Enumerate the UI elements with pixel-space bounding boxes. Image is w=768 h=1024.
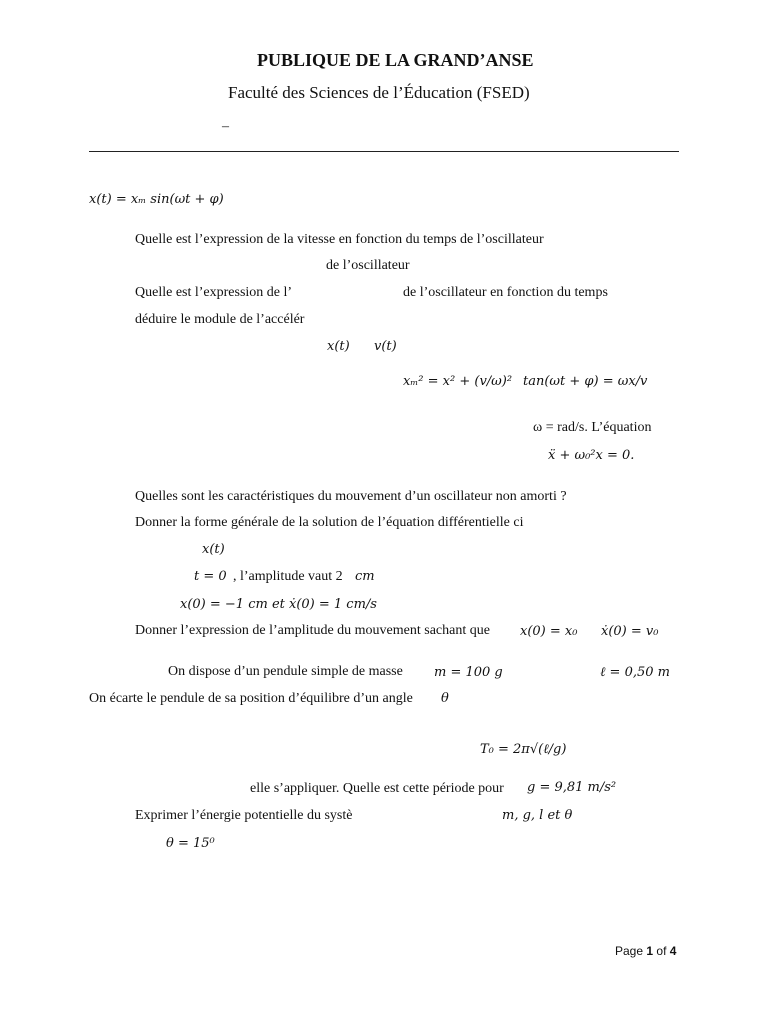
amplitude-unit: cm	[355, 569, 375, 584]
amplitude-text: , l’amplitude vaut 2	[233, 569, 343, 584]
condition-x0: x(0) = x₀	[520, 624, 578, 639]
question-acceleration-part1: Quelle est l’expression de l’	[135, 285, 293, 300]
page-indicator	[615, 945, 676, 957]
symbol-vt: v(t)	[374, 339, 397, 354]
question-amplitude: Donner l’expression de l’amplitude du mouvement sachant que	[135, 623, 490, 638]
time-zero: t = 0	[194, 569, 227, 584]
pendulum-mass: m = 100 g	[434, 665, 503, 680]
energy-variables: m, g, l et θ	[502, 808, 573, 823]
question-energy: Exprimer l’énergie potentielle du systè	[135, 808, 353, 823]
question-acceleration-part3: déduire le module de l’accélér	[135, 312, 305, 327]
page-number: 1	[646, 944, 654, 958]
question-velocity: Quelle est l’expression de la vitesse en fonction du temps de l’oscillateur	[135, 232, 544, 247]
header-dash: –	[222, 119, 229, 134]
condition-v0: ẋ(0) = v₀	[601, 624, 659, 639]
equation-tangent: tan(ωt + φ) = ωx/v	[523, 374, 648, 389]
of-word: of	[656, 944, 667, 958]
symbol-theta: θ	[441, 691, 449, 706]
page-word: Page	[615, 944, 644, 958]
document-title: PUBLIQUE DE LA GRAND’ANSE	[257, 50, 534, 70]
gravity-value: g = 9,81 m/s²	[527, 780, 617, 795]
header-divider	[89, 151, 679, 152]
equation-differential: ẍ + ω₀²x = 0.	[548, 448, 635, 463]
symbol-xt-2: x(t)	[202, 542, 225, 557]
equation-amplitude: xₘ² = x² + (v/ω)²	[403, 374, 513, 389]
pendulum-statement: On dispose d’un pendule simple de masse	[168, 664, 403, 679]
initial-conditions: x(0) = −1 cm et ẋ(0) = 1 cm/s	[180, 597, 377, 612]
equation-period: T₀ = 2π√(ℓ/g)	[480, 742, 567, 757]
question-general-solution: Donner la forme générale de la solution de l’équation différentielle ci	[135, 515, 524, 530]
faculty-subtitle: Faculté des Sciences de l’Éducation (FSED)	[228, 83, 530, 102]
question-velocity-continued: de l’oscillateur	[326, 258, 410, 273]
equation-position: x(t) = xₘ sin(ωt + φ)	[89, 192, 224, 207]
angle-value: θ = 15⁰	[166, 836, 215, 851]
question-period: elle s’appliquer. Quelle est cette période pour	[250, 781, 504, 796]
symbol-xt: x(t)	[327, 339, 350, 354]
page-total: 4	[669, 944, 677, 958]
pendulum-displacement: On écarte le pendule de sa position d’équilibre d’un angle	[89, 691, 413, 706]
pendulum-length: ℓ = 0,50 m	[600, 665, 670, 680]
question-acceleration-part2: de l’oscillateur en fonction du temps	[403, 285, 608, 300]
question-characteristics: Quelles sont les caractéristiques du mouvement d’un oscillateur non amorti ?	[135, 489, 567, 504]
omega-line: ω = rad/s. L’équation	[533, 420, 652, 435]
